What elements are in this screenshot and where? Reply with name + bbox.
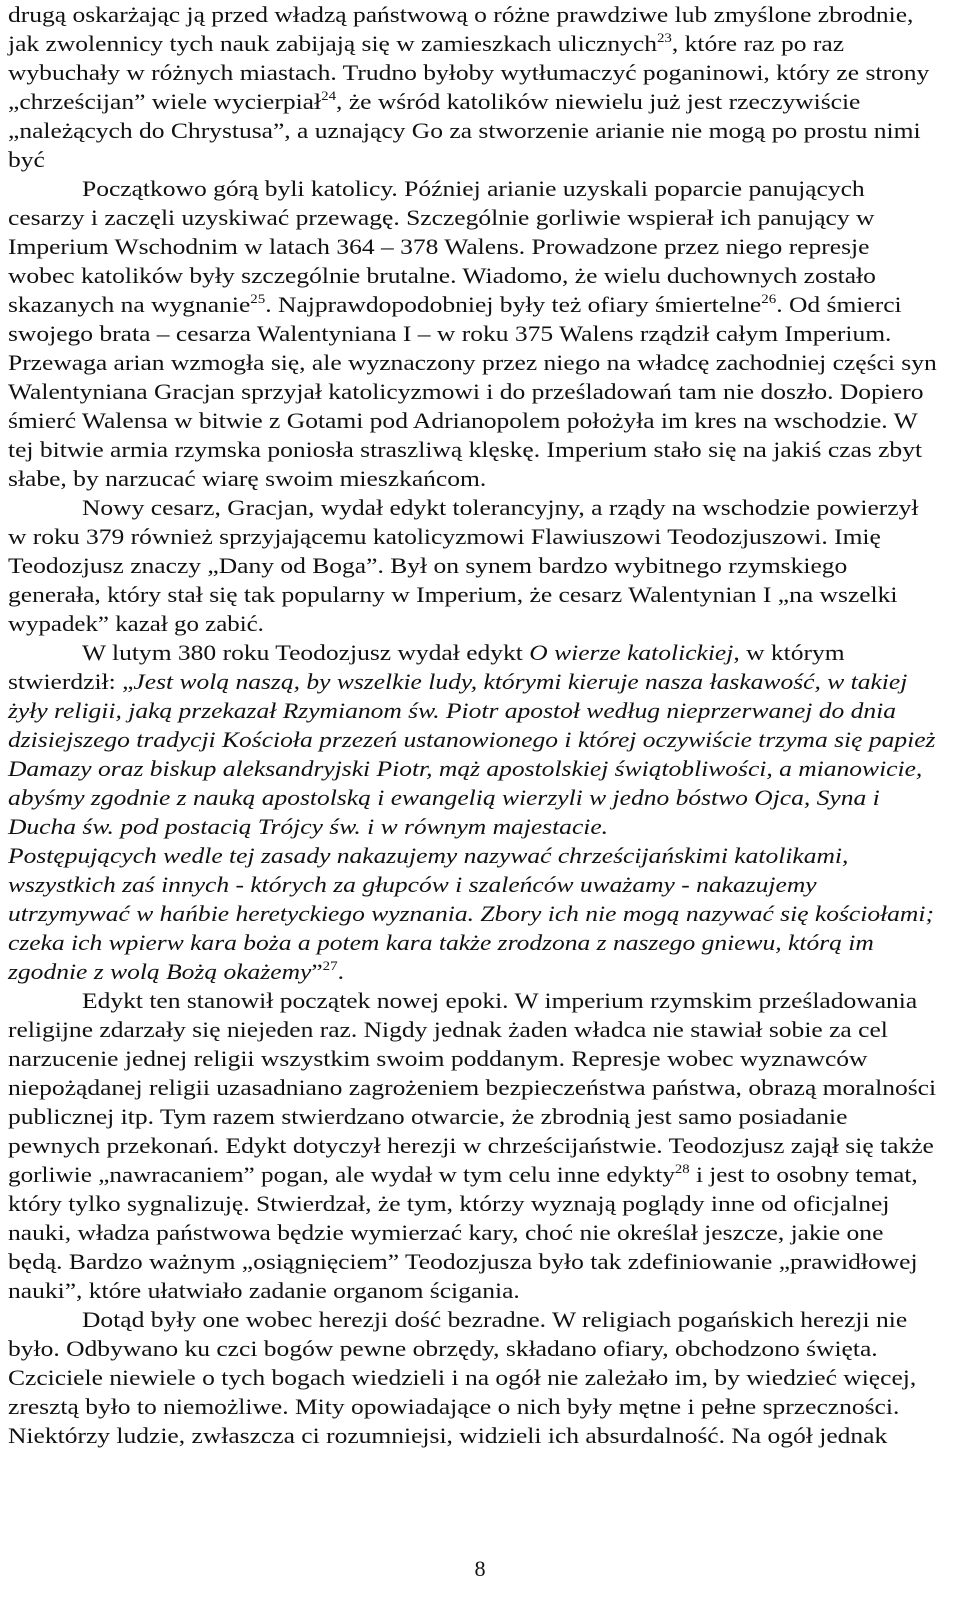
text-line <box>8 1102 847 1132</box>
text-line <box>8 29 844 59</box>
text-run: niepożądanej religii uzasadniano zagrożeniem bezpieczeństwa państwa, obrazą moralności <box>8 1075 937 1100</box>
text-line <box>82 1305 907 1335</box>
text-run: Przewaga arian wzmogła się, ale wyznaczony przez niego na władcę zachodniej części syn <box>8 350 937 375</box>
italic-text: Ducha św. pod postacią Trójcy św. i w równym majestacie. <box>8 814 609 839</box>
text-line <box>8 435 922 465</box>
text-run: , w którym <box>733 640 845 665</box>
text-line <box>8 232 869 262</box>
text-run: który tylko sygnalizuję. Stwierdzał, że tym, którzy wyznają poglądy inne od oficjalnej <box>8 1191 890 1216</box>
text-run: wypadek” kazał go zabić. <box>8 611 264 636</box>
italic-text: O wierze katolickiej <box>529 640 734 665</box>
text-line <box>8 319 891 349</box>
text-line <box>8 377 924 407</box>
text-run: stwierdził: „ <box>8 669 134 694</box>
text-line <box>8 1218 883 1248</box>
text-line <box>8 58 929 88</box>
text-line <box>8 696 896 726</box>
text-line <box>8 1421 887 1451</box>
text-line <box>8 870 817 900</box>
page-number: 8 <box>474 1556 486 1581</box>
text-run: ” <box>311 959 323 984</box>
text-line <box>8 841 848 871</box>
text-run: nauki, władza państwowa będzie wymierzać kary, choć nie określał jeszcze, jakie one <box>8 1220 884 1245</box>
italic-text: żyły religii, jaką przekazał Rzymianom św. Piotr apostoł według nieprzerwanej do dnia <box>8 698 897 723</box>
text-run: religijne zdarzały się niejeden raz. Nigdy jednak żaden władca nie stawiał sobie za cel <box>8 1017 888 1042</box>
text-line <box>82 174 865 204</box>
text-run: w roku 379 również sprzyjającemu katolicyzmowi Flawiuszowi Teodozjuszowi. Imię <box>8 524 881 549</box>
text-line <box>8 725 935 755</box>
italic-text: zgodnie z wolą Bożą okażemy <box>8 959 312 984</box>
text-line <box>8 783 880 813</box>
text-line <box>8 203 874 233</box>
text-line <box>8 928 874 958</box>
text-line <box>8 754 922 784</box>
text-line <box>82 986 917 1016</box>
text-run: . Od śmierci <box>776 292 902 317</box>
text-line <box>8 1160 918 1190</box>
text-line <box>8 1131 934 1161</box>
text-line <box>8 87 860 117</box>
text-run: pewnych przekonań. Edykt dotyczył herezji w chrześcijaństwie. Teodozjusz zajął się także <box>8 1133 934 1158</box>
text-line <box>8 464 486 494</box>
text-line <box>8 1189 889 1219</box>
italic-text: wszystkich zaś innych - których za głupców i szaleńców uważamy - nakazujemy <box>8 872 817 897</box>
text-line <box>8 1392 899 1422</box>
text-run: śmierć Walensa w bitwie z Gotami pod Adrianopolem położyła im kres na wschodzie. W <box>8 408 918 433</box>
text-run: Imperium Wschodnim w latach 364 – 378 Walens. Prowadzone przez niego represje <box>8 234 870 259</box>
italic-text: Postępujących wedle tej zasady nakazujemy nazywać chrześcijańskimi katolikami, <box>8 843 849 868</box>
text-run: nauki”, które ułatwiało zadanie organom ścigania. <box>8 1278 520 1303</box>
text-run: swojego brata – cesarza Walentyniana I – w roku 375 Walens rządził całym Imperium. <box>8 321 892 346</box>
text-run: tej bitwie armia rzymska poniosła straszliwą klęskę. Imperium stało się na jakiś czas zbyt <box>8 437 923 462</box>
text-line <box>8 1015 888 1045</box>
text-run: . <box>337 959 344 984</box>
text-run: Teodozjusz znaczy „Dany od Boga”. Był on synem bardzo wybitnego rzymskiego <box>8 553 848 578</box>
text-run: narzucenie jednej religii wszystkim swoim poddanym. Represje wobec wyznawców <box>8 1046 868 1071</box>
text-run: i jest to osobny temat, <box>689 1162 918 1187</box>
text-run: Dotąd były one wobec herezji dość bezradne. W religiach pogańskich herezji nie <box>82 1307 908 1332</box>
text-line <box>8 609 264 639</box>
text-line <box>8 1073 936 1103</box>
text-run: Niektórzy ludzie, zwłaszcza ci rozumniejsi, widzieli ich absurdalność. Na ogół jednak <box>8 1423 888 1448</box>
text-run: cesarzy i zaczęli uzyskiwać przewagę. Szczególnie gorliwie wspierał ich panujący w <box>8 205 875 230</box>
text-run: zresztą było to niemożliwe. Mity opowiadające o nich były mętne i pełne sprzeczności. <box>8 1394 900 1419</box>
text-run: wybuchały w różnych miastach. Trudno byłoby wytłumaczyć poganinowi, który ze strony <box>8 60 930 85</box>
text-run: Nowy cesarz, Gracjan, wydał edykt tolerancyjny, a rządy na wschodzie powierzył <box>82 495 919 520</box>
text-run: wobec katolików były szczególnie brutalne. Wiadomo, że wielu duchownych zostało <box>8 263 876 288</box>
text-line <box>8 145 45 175</box>
text-line <box>8 0 913 30</box>
text-run: Walentyniana Gracjan sprzyjał katolicyzmowi i do prześladowań tam nie doszło. Dopiero <box>8 379 924 404</box>
text-line <box>82 493 918 523</box>
italic-text: utrzymywać w hańbie heretyckiego wyznania. Zbory ich nie mogą nazywać się kościołami; <box>8 901 934 926</box>
italic-text: dzisiejszego tradycji Kościoła przezeń ustanowionego i której oczywiście trzyma się papież <box>8 727 936 752</box>
text-run: słabe, by narzucać wiarę swoim mieszkańcom. <box>8 466 487 491</box>
text-line <box>8 580 897 610</box>
text-run: będą. Bardzo ważnym „osiągnięciem” Teodozjusza było tak zdefiniowanie „prawidłowej <box>8 1249 918 1274</box>
italic-text: czeka ich wpierw kara boża a potem kara także zrodzona z naszego gniewu, którą im <box>8 930 874 955</box>
text-run: Czciciele niewiele o tych bogach wiedzieli i na ogół nie zależało im, by wiedzieć więcej, <box>8 1365 917 1390</box>
italic-text: Jest wolą naszą, by wszelkie ludy, którymi kieruje nasza łaskawość, w takiej <box>133 669 908 694</box>
text-line <box>8 1247 918 1277</box>
text-line <box>8 261 876 291</box>
italic-text: Damazy oraz biskup aleksandryjski Piotr, mąż apostolskiej świątobliwości, a mianowicie, <box>8 756 923 781</box>
footnote-ref: 28 <box>674 1161 690 1176</box>
text-run: jak zwolennicy tych nauk zabijają się w zamieszkach ulicznych <box>8 31 657 56</box>
footnote-ref: 24 <box>321 88 337 103</box>
text-run: publicznej itp. Tym razem stwierdzano otwarcie, że zbrodnią jest samo posiadanie <box>8 1104 848 1129</box>
text-line <box>8 551 847 581</box>
text-line <box>8 812 608 842</box>
text-run: było. Odbywano ku czci bogów pewne obrzędy, składano ofiary, obchodzono święta. <box>8 1336 878 1361</box>
footnote-ref: 26 <box>761 291 777 306</box>
text-line <box>8 1276 520 1306</box>
text-run: skazanych na wygnanie <box>8 292 251 317</box>
footnote-ref: 25 <box>250 291 266 306</box>
text-line <box>8 1334 878 1364</box>
text-run: , które raz po raz <box>671 31 845 56</box>
text-run: , że wśród katolików niewielu już jest rzeczywiście <box>336 89 861 114</box>
text-run: Edykt ten stanowił początek nowej epoki. W imperium rzymskim prześladowania <box>82 988 918 1013</box>
text-run: być <box>8 147 45 172</box>
text-line <box>8 1044 867 1074</box>
text-run: . Najprawdopodobniej były też ofiary śmiertelne <box>265 292 762 317</box>
text-line <box>8 1363 916 1393</box>
text-line <box>8 116 921 146</box>
text-line <box>8 348 937 378</box>
text-line <box>82 638 845 668</box>
text-line <box>8 667 907 697</box>
footnote-ref: 27 <box>322 958 338 973</box>
text-line <box>8 406 918 436</box>
text-run: „należących do Chrystusa”, a uznający Go za stworzenie arianie nie mogą po prostu nimi <box>8 118 921 143</box>
footnote-ref: 23 <box>656 30 672 45</box>
text-line <box>8 957 344 987</box>
text-run: Początkowo górą byli katolicy. Później arianie uzyskali poparcie panujących <box>82 176 865 201</box>
text-line <box>8 522 881 552</box>
text-line <box>8 899 934 929</box>
text-line <box>8 290 902 320</box>
text-run: „chrześcijan” wiele wycierpiał <box>8 89 322 114</box>
text-run: generała, który stał się tak popularny w Imperium, że cesarz Walentynian I „na wszelki <box>8 582 898 607</box>
text-run: drugą oskarżając ją przed władzą państwową o różne prawdziwe lub zmyślone zbrodnie, <box>8 2 914 27</box>
text-run: gorliwie „nawracaniem” pogan, ale wydał w tym celu inne edykty <box>8 1162 675 1187</box>
text-run: W lutym 380 roku Teodozjusz wydał edykt <box>82 640 530 665</box>
italic-text: abyśmy zgodnie z nauką apostolską i ewangelią wierzyli w jedno bóstwo Ojca, Syna i <box>8 785 880 810</box>
